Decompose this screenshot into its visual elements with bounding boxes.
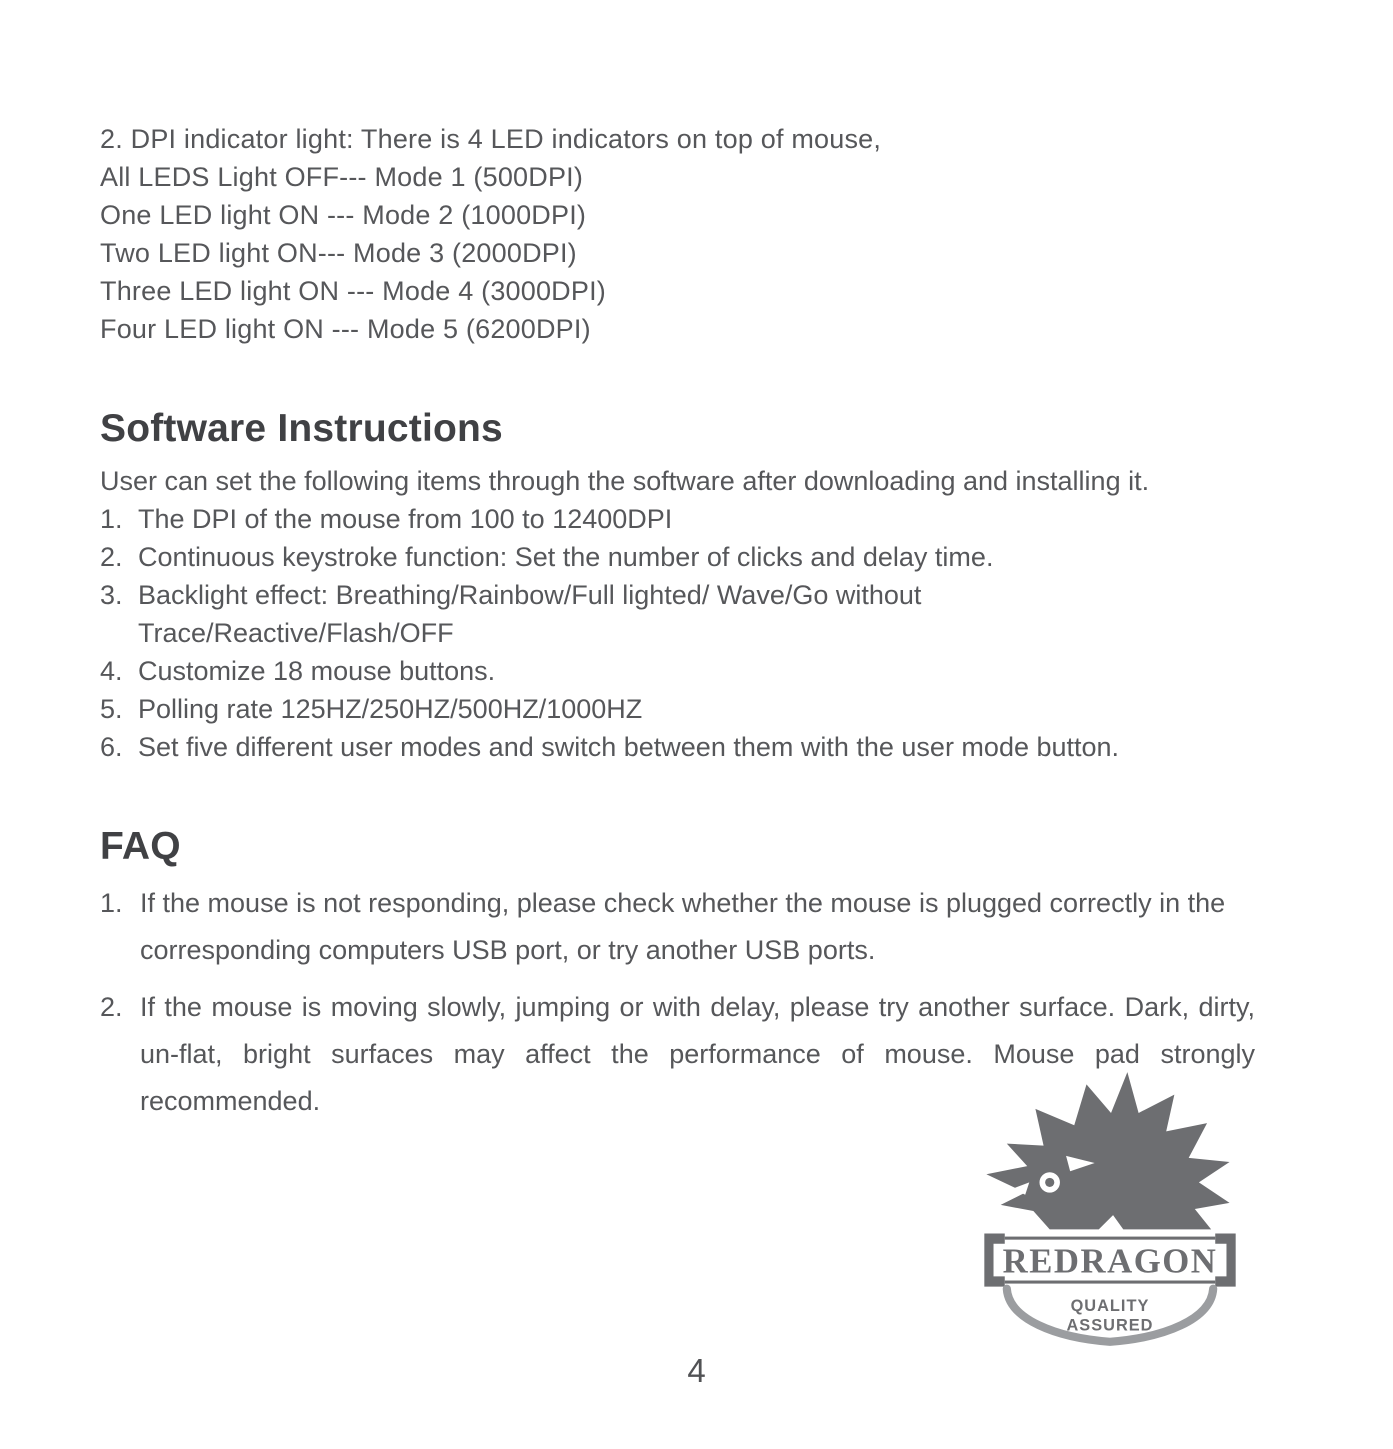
redragon-logo <box>972 1068 1248 1350</box>
software-item <box>100 538 1293 576</box>
item-text: Backlight effect: Breathing/Rainbow/Full lighted/ Wave/Go without Trace/Reactive/Flash/OFF <box>138 580 922 648</box>
item-text: Set five different user modes and switch between them with the user mode button. <box>138 732 1120 762</box>
page-number: 4 <box>687 1352 706 1389</box>
item-number: 2. <box>100 542 123 572</box>
item-number: 1. <box>100 888 123 918</box>
faq-heading: FAQ <box>100 825 181 868</box>
software-item <box>100 690 1293 728</box>
item-number: 1. <box>100 504 123 534</box>
item-text: Continuous keystroke function: Set the number of clicks and delay time. <box>138 542 994 572</box>
dpi-line: Three LED light ON --- Mode 4 (3000DPI) <box>100 276 606 306</box>
software-item <box>100 500 1293 538</box>
software-item <box>100 576 1293 652</box>
item-text: Customize 18 mouse buttons. <box>138 656 496 686</box>
software-instructions-heading: Software Instructions <box>100 407 503 450</box>
software-intro: User can set the following items through the software after downloading and installing it. <box>100 466 1150 496</box>
dpi-line: Four LED light ON --- Mode 5 (6200DPI) <box>100 314 591 344</box>
item-number: 4. <box>100 656 123 686</box>
quality-assured-seal <box>1007 1289 1213 1342</box>
item-text: Polling rate 125HZ/250HZ/500HZ/1000HZ <box>138 694 643 724</box>
dpi-line: 2. DPI indicator light: There is 4 LED indicators on top of mouse, <box>100 124 882 154</box>
dpi-line: Two LED light ON--- Mode 3 (2000DPI) <box>100 238 577 268</box>
item-text: If the mouse is moving slowly, jumping or with delay, please try another surface. Dark, dirty, un-flat, bright surfaces may affect the performance of mouse. Mouse pad strongly recommended. <box>140 992 1255 1116</box>
dpi-line: One LED light ON --- Mode 2 (1000DPI) <box>100 200 587 230</box>
item-number: 5. <box>100 694 123 724</box>
dpi-line: All LEDS Light OFF--- Mode 1 (500DPI) <box>100 162 584 192</box>
item-number: 6. <box>100 732 123 762</box>
brand-name: REDRAGON <box>1002 1241 1218 1281</box>
item-number: 2. <box>100 992 123 1022</box>
dpi-indicator-section <box>100 120 1293 348</box>
tagline-quality: QUALITY <box>1070 1297 1150 1316</box>
software-item <box>100 652 1293 690</box>
software-item <box>100 728 1293 766</box>
item-text: The DPI of the mouse from 100 to 12400DPI <box>138 504 673 534</box>
item-number: 3. <box>100 580 123 610</box>
brand-banner <box>984 1234 1235 1287</box>
dragon-head-icon <box>986 1072 1229 1229</box>
page-content <box>100 120 1293 1125</box>
faq-item <box>100 880 1293 974</box>
software-list <box>100 500 1293 766</box>
tagline-assured: ASSURED <box>1066 1316 1154 1335</box>
item-text: If the mouse is not responding, please check whether the mouse is plugged correctly in the corresponding computers USB port, or try another USB ports. <box>140 888 1226 965</box>
